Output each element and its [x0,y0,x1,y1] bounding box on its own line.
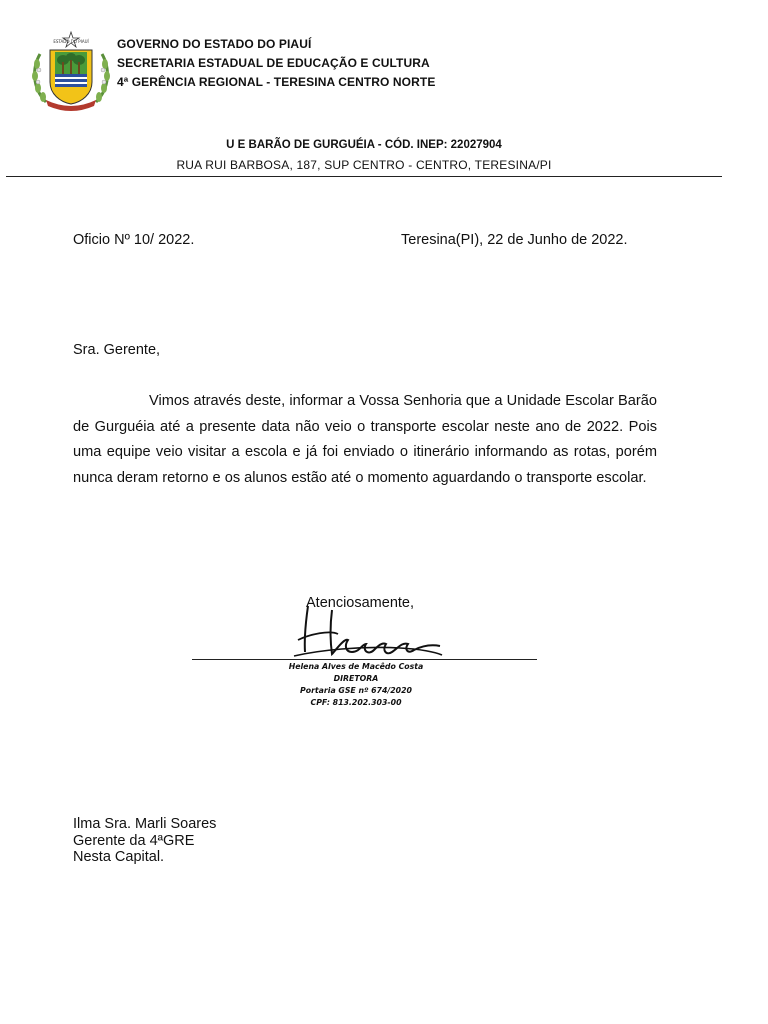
addressee-block [73,816,216,866]
header-regional-management: 4ª GERÊNCIA REGIONAL - TERESINA CENTRO NORTE [117,75,436,89]
addressee-name: Ilma Sra. Marli Soares [73,816,217,832]
letter-body [73,389,657,491]
school-address: RUA RUI BARBOSA, 187, SUP CENTRO - CENTRO, TERESINA/PI [176,158,552,172]
signer-role: DIRETORA [333,674,379,683]
letter-date: Teresina(PI), 22 de Junho de 2022. [401,232,628,248]
signer-portaria: Portaria GSE nº 674/2020 [300,686,412,695]
greeting: Sra. Gerente, [73,342,161,358]
signer-name: Helena Alves de Macêdo Costa [288,662,424,671]
header-government: GOVERNO DO ESTADO DO PIAUÍ [117,37,312,51]
signer-cpf: CPF: 813.202.303-00 [310,698,402,707]
oficio-number: Oficio Nº 10/ 2022. [73,232,195,248]
addressee-location: Nesta Capital. [73,849,165,865]
addressee-title: Gerente da 4ªGRE [73,832,195,849]
header-secretariat: SECRETARIA ESTADUAL DE EDUCAÇÃO E CULTURA [117,56,430,70]
school-name: U E BARÃO DE GURGUÉIA - CÓD. INEP: 22027904 [226,139,502,151]
handwritten-signature [290,600,450,662]
letter-body-text: Vimos através deste, informar a Vossa Senhoria que a Unidade Escolar Barão de Gurguéia até a presente data não veio o transporte escolar neste ano de 2022. Pois uma equipe veio visitar a escola e já foi enviado o itinerário informando as rotas, porém nunca deram retorno e os alunos estão até o momento aguardando o transporte escolar. [73,393,657,486]
header-divider [6,176,722,177]
signature-line [192,659,537,660]
state-crest-logo [30,30,112,112]
crest-text: ESTADO DO PIAUÍ [53,39,89,44]
closing: Atenciosamente, [306,595,415,611]
